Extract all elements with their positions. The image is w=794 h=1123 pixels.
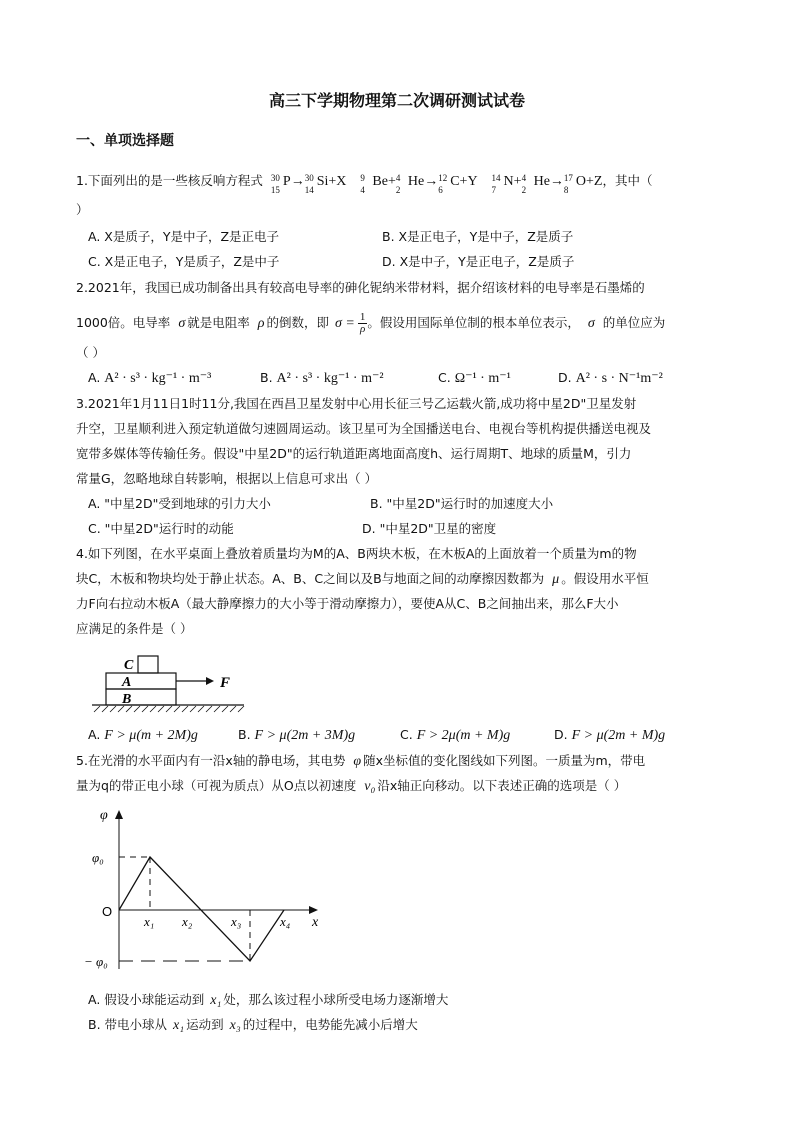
label-f: F — [220, 675, 231, 691]
label-b: B — [122, 692, 132, 707]
q4-option-c[interactable]: C. F > 2μ(m + M)g — [400, 727, 511, 743]
section-title: 一、单项选择题 — [76, 133, 174, 149]
q5-option-b[interactable]: B. 带电小球从 x₁ 运动到 x₃ 的过程中，电势能先减小后增大 — [88, 1017, 418, 1033]
q3-option-c[interactable]: C. "中星2D"运行时的动能 — [88, 521, 234, 536]
force-arrowhead — [206, 677, 214, 685]
q1-stem-cont: ） — [76, 202, 89, 217]
board-a — [106, 673, 176, 689]
x2-label: x₂ — [182, 914, 193, 929]
y-axis-arrowhead — [115, 810, 123, 819]
q1-option-a[interactable]: A. X是质子，Y是中子，Z是正电子 — [88, 229, 280, 244]
label-c: C — [124, 658, 134, 673]
q3-stem-line2: 升空，卫星顺利进入预定轨道做匀速圆周运动。该卫星可为全国播送电台、电视台等机构提供播送电视及 — [76, 421, 652, 436]
label-a: A — [122, 675, 132, 690]
q2-option-b[interactable]: B. A² · s³ · kg⁻¹ · m⁻² — [260, 370, 384, 386]
q5-option-a[interactable]: A. 假设小球能运动到 x₁ 处，那么该过程小球所受电场力逐渐增大 — [88, 992, 449, 1008]
q3-stem-line1: 3.2021年1月11日1时11分,我国在西昌卫星发射中心用长征三号乙运载火箭,成功将中星2D"卫星发射 — [76, 396, 637, 411]
q5-potential-graph — [84, 804, 334, 974]
x4-label: x₄ — [280, 914, 291, 929]
q3-option-a[interactable]: A. "中星2D"受到地球的引力大小 — [88, 496, 271, 511]
q5-stem-line2: 量为q的带正电小球（可视为质点）从O点以初速度 v₀ 沿x轴正向移动。以下表述正确的选项是（ ） — [76, 778, 627, 794]
block-c — [138, 656, 158, 673]
origin-label: O — [102, 904, 113, 919]
q2-stem-line3: （ ） — [76, 345, 105, 360]
q4-blocks-figure — [88, 652, 248, 718]
x1-label: x₁ — [144, 914, 155, 929]
q4-stem-line4: 应满足的条件是（ ） — [76, 621, 193, 636]
x-axis-arrowhead — [309, 906, 318, 914]
board-b — [106, 689, 176, 705]
q2-option-a[interactable]: A. A² · s³ · kg⁻¹ · m⁻³ — [88, 370, 212, 386]
q1-option-d[interactable]: D. X是中子，Y是正电子，Z是质子 — [382, 254, 575, 269]
x-axis-label: x — [312, 915, 319, 930]
q2-stem-line2: 1000倍。电导率 σ 就是电阻率 ρ 的倒数，即 σ = $\frac{1}{\rho}$ 。假设用国际单位制的根本单位表示， σ 的单位应为 — [76, 311, 666, 335]
q3-option-d[interactable]: D. "中星2D"卫星的密度 — [362, 521, 497, 536]
q1-stem: 1.下面列出的是一些核反响方程式 30 15 P→ 30 14 Si+X 9 4 Be+ 4 2 He→ 12 6 C+Y 14 7 N+ 4 2 He→ 17 8 O+Z，其中（ — [76, 173, 653, 195]
y-axis-label: φ — [100, 808, 108, 823]
q2-stem-line1: 2.2021年，我国已成功制备出具有较高电导率的砷化铌纳米带材料，据介绍该材料的电导率是石墨烯的 — [76, 280, 645, 295]
q2-option-d[interactable]: D. A² · s · N⁻¹m⁻² — [558, 370, 663, 386]
ground-hatch — [94, 706, 244, 712]
phi0-label: φ₀ — [92, 850, 104, 865]
q4-option-b[interactable]: B. F > μ(2m + 3M)g — [238, 727, 356, 743]
q1-option-b[interactable]: B. X是正电子，Y是中子，Z是质子 — [382, 229, 574, 244]
q4-stem-line2: 块C，木板和物块均处于静止状态。A、B、C之间以及B与地面之间的动摩擦因数都为 μ 。假设用水平恒 — [76, 571, 649, 587]
q5-stem-line1: 5.在光滑的水平面内有一沿x轴的静电场，其电势 φ 随x坐标值的变化图线如下列图。一质量为m，带电 — [76, 753, 646, 769]
potential-curve — [119, 857, 284, 961]
neg-phi0-label: − φ₀ — [84, 954, 108, 969]
q3-stem-line4: 常量G，忽略地球自转影响，根据以上信息可求出（ ） — [76, 471, 378, 486]
q4-stem-line1: 4.如下列图，在水平桌面上叠放着质量均为M的A、B两块木板，在木板A的上面放着一个质量为m的物 — [76, 546, 637, 561]
q4-stem-line3: 力F向右拉动木板A（最大静摩擦力的大小等于滑动摩擦力），要使A从C、B之间抽出来，那么F大小 — [76, 596, 619, 611]
q3-stem-line3: 宽带多媒体等传输任务。假设"中星2D"的运行轨道距离地面高度h、运行周期T、地球的质量M，引力 — [76, 446, 632, 461]
x3-label: x₃ — [231, 914, 242, 929]
q3-option-b[interactable]: B. "中星2D"运行时的加速度大小 — [370, 496, 554, 511]
q4-option-d[interactable]: D. F > μ(2m + M)g — [554, 727, 666, 743]
q1-option-c[interactable]: C. X是正电子，Y是质子，Z是中子 — [88, 254, 280, 269]
q4-option-a[interactable]: A. F > μ(m + 2M)g — [88, 727, 198, 743]
page-title: 高三下学期物理第二次调研测试试卷 — [268, 91, 525, 110]
q2-option-c[interactable]: C. Ω⁻¹ · m⁻¹ — [438, 370, 511, 386]
